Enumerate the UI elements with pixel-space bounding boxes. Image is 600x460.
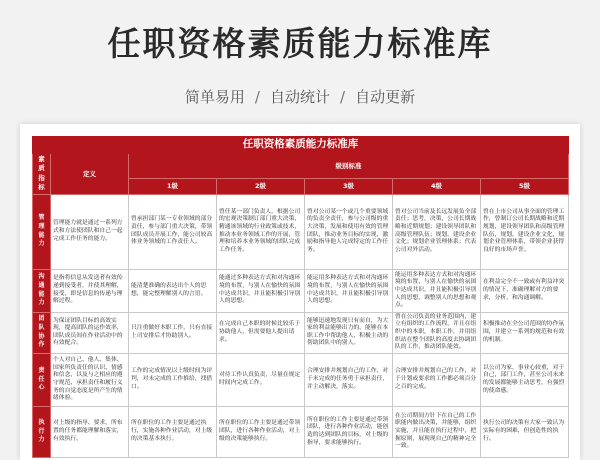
level-cell: 能运用多种表达方式和对沟通环境的布置，与别人在愉快的氛围中达成共识，并且能积极引导别人的思想，调整别人的思想和观点。 — [393, 269, 481, 312]
level-cell: 合理安排并规划自己的工作，对于计划或要求的工作都必须百分之百的完成。 — [393, 353, 481, 406]
header-definition: 定义 — [51, 154, 129, 195]
level-cell: 执行公司的决策有大家一致认为实际有的困难，但创造性的执行。 — [481, 406, 569, 457]
competency-table — [32, 136, 569, 458]
level-cell: 所在职位的工作主要是通过带领团队，进行各种作业活动，对上级的决策能够执行。 — [217, 406, 305, 457]
page-subtitle — [0, 86, 600, 107]
page-title: 任职资格素质能力标准库 — [107, 24, 493, 63]
row-label-execution: 执行力 — [33, 406, 51, 457]
level-cell: 能够迅速地发现只有而自，为大家的利益能够出力的，能够在本职工作中帮助他人，积极主动的帮助团队中的别人。 — [305, 312, 393, 353]
row-label-communication: 沟通能力 — [33, 269, 51, 312]
level-cell: 能通过多种表达方式和对沟通环境的布置，与别人在愉快的氛围中达成共识，并且能积极引导别人的思想。 — [217, 269, 305, 312]
level-cell: 能清楚准确的表达出个人的思想，能完整理解别人的言语。 — [129, 269, 217, 312]
subtitle-separator: / — [254, 88, 260, 106]
header-level-group: 级别标准 — [129, 154, 569, 179]
header-level-4: 4级 — [393, 178, 481, 194]
row-definition: 对上级的指导、要求，所布置的任务都能理解和落实，有效执行。 — [51, 406, 129, 457]
table-row — [33, 194, 569, 269]
level-cell: 能运用多种表达方式和对沟通环境的布置，与别人在愉快的氛围中达成共识，并且能积极引导别人的思想。 — [305, 269, 393, 312]
level-cell: 在利益完全不一致或有利益冲突的情况下，准确理解对方的要求，分析，和沟通调解。 — [481, 269, 569, 312]
level-cell: 以公司为家，事业心较重，对于自己，部门工作，甚至公司未来的发展都能够主动思考，有强烈的使命感。 — [481, 353, 569, 406]
row-label-responsibility: 责任心 — [33, 353, 51, 406]
level-cell: 曾任某一部门负责人，根据公司的宏观决策制订部门重大决策，精通该领域的行业政策或技术，推动本业务领域工作的开展，管理和培养本业务领域的团队完成工作任务。 — [217, 194, 305, 269]
level-cell: 在公司期间方针下在自己的工作职能内做出决策，并能够，组织实施，并且能在执行过程中，把握原则，展现现自己的精神完全一致。 — [393, 406, 481, 457]
subtitle-item-update: 自动更新 — [355, 88, 416, 106]
subtitle-item-easy: 简单易用 — [184, 88, 245, 106]
table-row — [33, 269, 569, 312]
level-cell: 所在职位的工作主要是通过带领团队，进行各种作业活动，能创造的达到团队的目标，对上级的指导，要求能够执行。 — [305, 406, 393, 457]
level-cell: 所在职位的工作主要是通过执行，实施各种作业活动，对上级的决策基本执行。 — [129, 406, 217, 457]
level-cell: 对待工作认真负责，尽量在规定时间内完成工作。 — [217, 353, 305, 406]
header-indicator: 素质指标 — [33, 154, 51, 195]
level-cell: 合理安排并规划自己的工作，对于未完成的任务勇于承担责任，并主动解决，落实。 — [305, 353, 393, 406]
header-level-1: 1级 — [129, 178, 217, 194]
level-cell: 曾在公司负责的业务范围内，建立有组织的工作流程，并且在组织中的本职，本职工作，并用组织站在整个团队的高度去协调团队的工作，推动团队能效。 — [393, 312, 481, 353]
table-row — [33, 406, 569, 457]
row-definition: 管理能力就是通过一系列方式和方法使团队和自己一起完成工作任务的能力。 — [51, 194, 129, 269]
header-level-2: 2级 — [217, 178, 305, 194]
header-level-5: 5级 — [481, 178, 569, 194]
table-row — [33, 353, 569, 406]
subtitle-separator: / — [340, 88, 346, 106]
row-label-teamwork: 团队协作 — [33, 312, 51, 353]
level-cell: 只注重做好本职工作，只有直接上司安排后才协助别人。 — [129, 312, 217, 353]
level-cell: 曾在上市公司从事全面的管理工作，曾制订公司长期战略和近期规划，建设领导团队和高级管理队伍，规划，建设企业文化，规划企业管理体系，带领企业获得良好的市场声誉。 — [481, 194, 569, 269]
table-row — [33, 312, 569, 353]
row-label-management: 管理能力 — [33, 194, 51, 269]
table-banner: 任职资格素质能力标准库 — [33, 137, 569, 154]
level-cell: 工作的完成情况以上级时间为评判，对未完成的工作推给，找借口。 — [129, 353, 217, 406]
level-cell: 曾承担部门某一专业领域的部分责任，参与部门重大决策，带领团队成员开展工作，能公司较高体业务领域的工作责任人。 — [129, 194, 217, 269]
row-definition: 为保证团队目标的高效实现，提高团队的运作效率，团队成员间在作业活动中的有效配合。 — [51, 312, 129, 353]
spreadsheet-preview — [20, 124, 580, 460]
subtitle-item-stats: 自动统计 — [269, 88, 330, 106]
level-cell: 曾对公司当前及长远发展负全部责任；思考，决策，公司长期战略和近期规划；建设领导团队和高级管理队伍；规划，建设企业文化；规划企业管理体系；代表公司对外活动。 — [393, 194, 481, 269]
row-definition: 个人对自己、他人、集体、国家所负责任的认识、情感和信念，以及与之相应的遵守规范、承担责任和履行义务的自觉态度是所产生的情绪体验。 — [51, 353, 129, 406]
row-definition: 是指将信息从发送者有效传递到接受者，并使其理解，接受，即是信息的传递与理解过程。 — [51, 269, 129, 312]
level-cell: 在完成自己本职的时候比较乐于协助他人，但需要他人提出请求。 — [217, 312, 305, 353]
level-cell: 积极推动在全公司范围的协作氛围，并建立一系列的规范和有效的机制。 — [481, 312, 569, 353]
level-cell: 曾对公司某一个或几个重要领域的负责全责任，参与公司级的重大决策，发展和使用有效的管理团队，推动业务目标的实现，激励和指导他人完成特定的工作任务。 — [305, 194, 393, 269]
header-level-3: 3级 — [305, 178, 393, 194]
